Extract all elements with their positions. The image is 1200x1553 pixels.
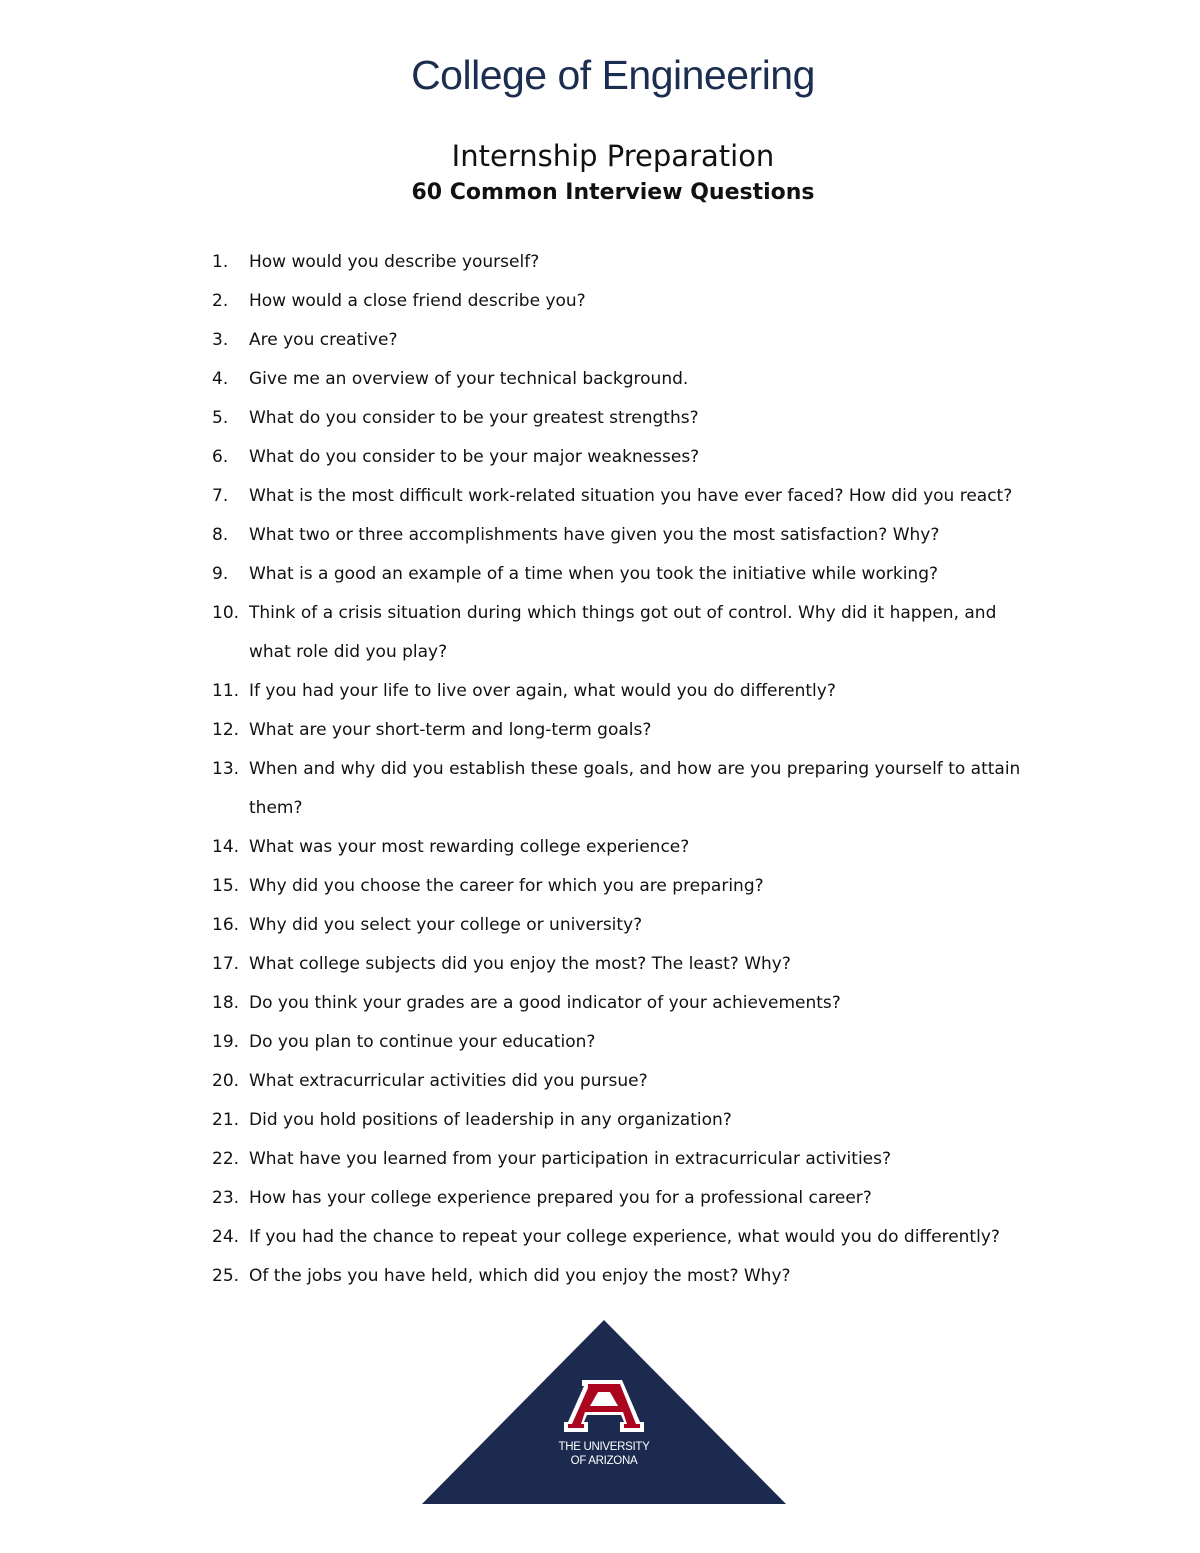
question-item xyxy=(212,1062,1042,1101)
question-number: 2. xyxy=(212,291,229,311)
question-number: 25. xyxy=(212,1266,240,1286)
question-item xyxy=(212,1257,1042,1296)
question-number: 11. xyxy=(212,681,240,701)
university-logo xyxy=(422,1320,786,1504)
question-number: 6. xyxy=(212,447,229,467)
question-number: 10. xyxy=(212,603,240,623)
question-text: Of the jobs you have held, which did you enjoy the most? Why? xyxy=(249,1266,791,1286)
question-text: What have you learned from your participation in extracurricular activities? xyxy=(249,1149,892,1169)
question-number: 1. xyxy=(212,252,229,272)
question-item xyxy=(212,516,1042,555)
question-text: What do you consider to be your greatest strengths? xyxy=(249,408,699,428)
question-item xyxy=(212,360,1042,399)
question-number: 9. xyxy=(212,564,229,584)
question-number: 3. xyxy=(212,330,229,350)
question-text: What two or three accomplishments have given you the most satisfaction? Why? xyxy=(249,525,940,545)
question-item xyxy=(212,1179,1042,1218)
question-number: 15. xyxy=(212,876,240,896)
question-number: 19. xyxy=(212,1032,240,1052)
question-number: 14. xyxy=(212,837,240,857)
question-item xyxy=(212,477,1042,516)
question-number: 4. xyxy=(212,369,229,389)
question-item xyxy=(212,750,1042,828)
question-item xyxy=(212,282,1042,321)
question-item xyxy=(212,867,1042,906)
question-item xyxy=(212,321,1042,360)
college-title: College of Engineering xyxy=(411,52,815,98)
question-text: What is a good an example of a time when you took the initiative while working? xyxy=(249,564,939,584)
question-text: Do you think your grades are a good indicator of your achievements? xyxy=(249,993,841,1013)
question-text: What extracurricular activities did you pursue? xyxy=(249,1071,648,1091)
question-item xyxy=(212,399,1042,438)
question-item xyxy=(212,1140,1042,1179)
question-item xyxy=(212,243,1042,282)
question-text: What do you consider to be your major weaknesses? xyxy=(249,447,700,467)
question-item xyxy=(212,1101,1042,1140)
question-number: 16. xyxy=(212,915,240,935)
question-text: Do you plan to continue your education? xyxy=(249,1032,596,1052)
question-item xyxy=(212,438,1042,477)
logo-text-line2: OF ARIZONA xyxy=(570,1455,638,1467)
question-number: 18. xyxy=(212,993,240,1013)
question-number: 23. xyxy=(212,1188,240,1208)
question-number: 8. xyxy=(212,525,229,545)
question-list xyxy=(212,243,1042,1296)
document-subtitle: 60 Common Interview Questions xyxy=(411,180,815,205)
question-text: Think of a crisis situation during which things got out of control. Why did it happen, and what role did you play? xyxy=(249,603,997,662)
question-number: 22. xyxy=(212,1149,240,1169)
question-item xyxy=(212,828,1042,867)
question-item xyxy=(212,984,1042,1023)
question-number: 5. xyxy=(212,408,229,428)
logo-text-line1: THE UNIVERSITY xyxy=(558,1441,650,1453)
question-number: 12. xyxy=(212,720,240,740)
question-text: What was your most rewarding college experience? xyxy=(249,837,690,857)
question-text: How would a close friend describe you? xyxy=(249,291,586,311)
question-item xyxy=(212,711,1042,750)
question-text: Are you creative? xyxy=(249,330,398,350)
question-item xyxy=(212,1023,1042,1062)
question-number: 21. xyxy=(212,1110,240,1130)
question-text: Give me an overview of your technical background. xyxy=(249,369,689,389)
question-text: Why did you select your college or university? xyxy=(249,915,643,935)
question-text: Did you hold positions of leadership in any organization? xyxy=(249,1110,732,1130)
question-item xyxy=(212,1218,1042,1257)
question-text: If you had the chance to repeat your college experience, what would you do differently? xyxy=(249,1227,1000,1247)
question-item xyxy=(212,672,1042,711)
question-text: How would you describe yourself? xyxy=(249,252,540,272)
question-item xyxy=(212,594,1042,672)
question-number: 13. xyxy=(212,759,240,779)
question-text: What is the most difficult work-related situation you have ever faced? How did you react? xyxy=(249,486,1013,506)
question-text: How has your college experience prepared you for a professional career? xyxy=(249,1188,872,1208)
question-item xyxy=(212,555,1042,594)
question-number: 24. xyxy=(212,1227,240,1247)
question-number: 7. xyxy=(212,486,229,506)
question-item xyxy=(212,906,1042,945)
question-text: Why did you choose the career for which you are preparing? xyxy=(249,876,764,896)
document-title: Internship Preparation xyxy=(451,139,775,173)
question-text: What college subjects did you enjoy the most? The least? Why? xyxy=(249,954,791,974)
question-item xyxy=(212,945,1042,984)
question-text: If you had your life to live over again, what would you do differently? xyxy=(249,681,836,701)
question-text: What are your short-term and long-term goals? xyxy=(249,720,652,740)
question-text: When and why did you establish these goals, and how are you preparing yourself to attain them? xyxy=(249,759,1021,818)
question-number: 17. xyxy=(212,954,240,974)
question-number: 20. xyxy=(212,1071,240,1091)
